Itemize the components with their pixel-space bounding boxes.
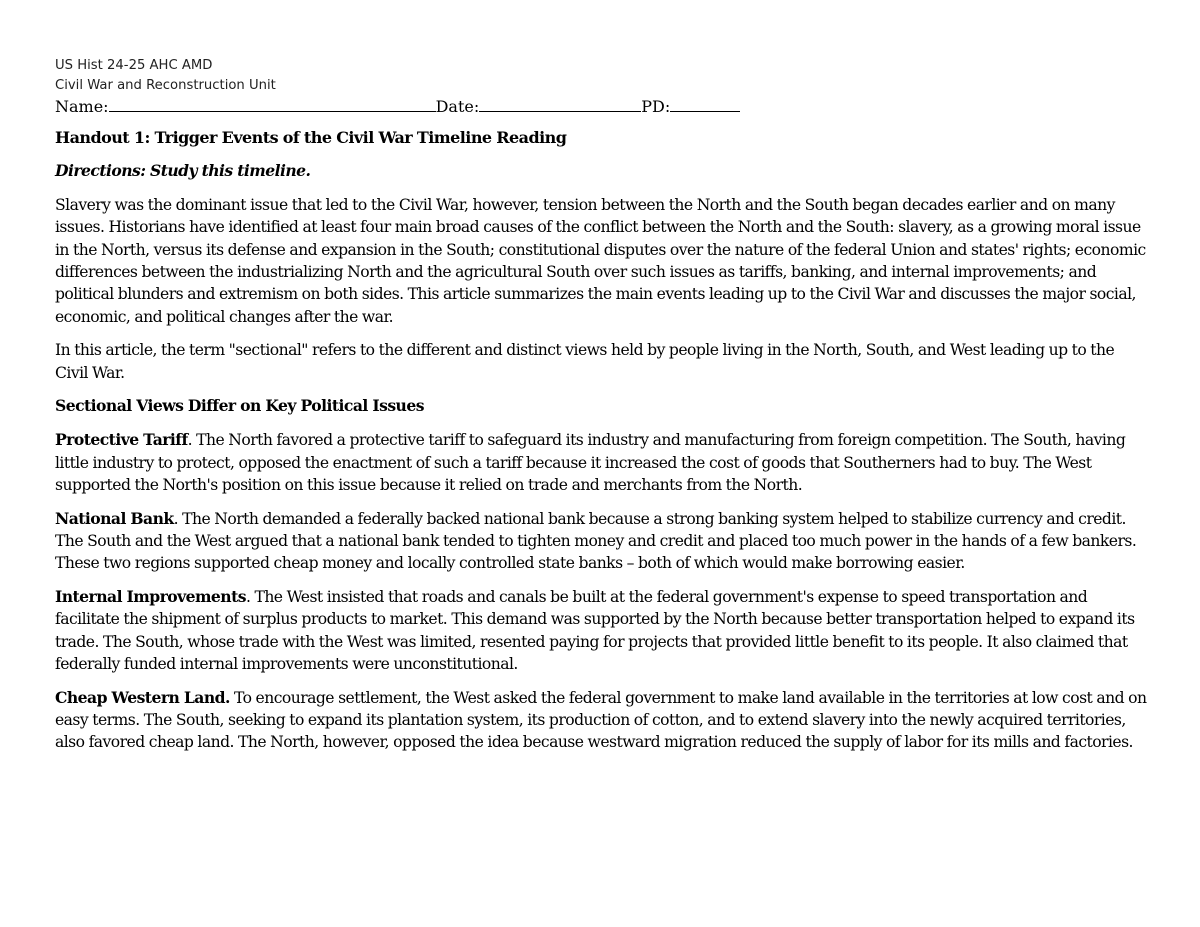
course-label: US Hist 24-25 AHC AMD xyxy=(55,58,213,73)
issue-text: . The North favored a protective tariff to safeguard its industry and manufacturing from foreign competition. The South, having little industry to protect, opposed the enactment of such a tariff because it increased the cost of goods that Southerners had to buy. The West supported the North's position on this issue because it relied on trade and merchants from the North. xyxy=(55,431,1126,494)
issue-cheap-western-land xyxy=(55,687,1147,754)
intro-paragraph-1: Slavery was the dominant issue that led to the Civil War, however, tension between the North and the South began decades earlier and on many issues. Historians have identified at least four main broad causes of the conflict between the North and the South: slavery, as a growing moral issue in the North, versus its defense and expansion in the South; constitutional disputes over the nature of the federal Union and states' rights; economic differences between the industrializing North and the agricultural South over such issues as tariffs, banking, and internal improvements; and political blunders and extremism on both sides. This article summarizes the main events leading up to the Civil War and discusses the major social, economic, and political changes after the war. xyxy=(55,196,1146,326)
issue-term: Protective Tariff xyxy=(55,430,188,450)
issue-text: To encourage settlement, the West asked the federal government to make land available in the territories at low cost and on easy terms. The South, seeking to expand its plantation system, its production of cotton, and to extend slavery into the newly acquired territories, also favored cheap land. The North, however, opposed the idea because westward migration reduced the supply of labor for its mills and factories. xyxy=(55,688,1147,752)
handout-title: Handout 1: Trigger Events of the Civil War Timeline Reading xyxy=(55,128,567,147)
issue-term: Cheap Western Land. xyxy=(55,687,230,707)
issue-text: . The North demanded a federally backed national bank because a strong banking system helped to stabilize currency and credit. The South and the West argued that a national bank tended to tighten money and credit and placed too much power in the hands of a few bankers. These two regions supported cheap money and locally controlled state banks – both of which would make borrowing easier. xyxy=(55,509,1137,573)
issue-national-bank xyxy=(55,508,1147,575)
document-page xyxy=(55,56,1147,754)
name-blank[interactable] xyxy=(109,97,436,112)
name-label: Name: xyxy=(55,97,109,116)
issue-internal-improvements xyxy=(55,586,1147,675)
period-label: PD: xyxy=(641,97,671,116)
period-blank[interactable] xyxy=(670,97,740,112)
date-label: Date: xyxy=(435,97,480,116)
date-blank[interactable] xyxy=(479,97,641,112)
issue-term: Internal Improvements xyxy=(55,587,246,607)
issue-text: . The West insisted that roads and canals be built at the federal government's expense to speed transportation and facilitate the shipment of surplus products to market. This demand was supported by the North because better transportation helped to expand its trade. The South, whose trade with the West was limited, resented paying for projects that provided little benefit to its people. It also claimed that federally funded internal improvements were unconstitutional. xyxy=(55,588,1135,673)
issue-term: National Bank xyxy=(55,508,174,528)
intro-paragraph-2: In this article, the term "sectional" refers to the different and distinct views held by people living in the North, South, and West leading up to the Civil War. xyxy=(55,341,1115,382)
section-heading: Sectional Views Differ on Key Political Issues xyxy=(55,396,424,416)
student-info-line xyxy=(55,96,1147,118)
directions: Directions: Study this timeline. xyxy=(55,161,311,181)
unit-label: Civil War and Reconstruction Unit xyxy=(55,78,276,93)
issue-protective-tariff xyxy=(55,429,1147,496)
